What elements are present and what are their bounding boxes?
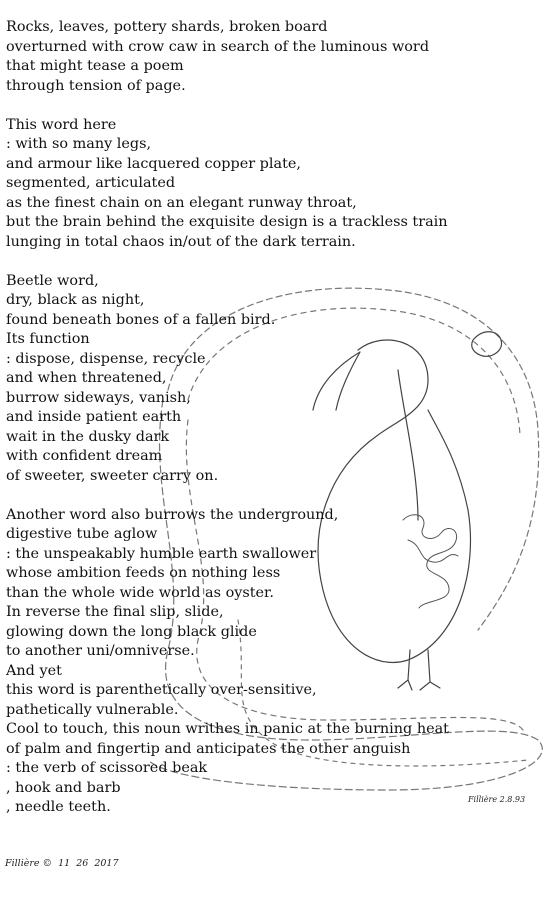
poem-line: digestive tube aglow (6, 526, 158, 542)
poem-line: wait in the dusky dark (6, 428, 170, 445)
copyright-footer: Fillière © 11 26 2017 (5, 858, 119, 869)
poem-line: with confident dream (6, 448, 163, 464)
poem-line: : with so many legs, (6, 136, 152, 152)
poem-line: to another uni/omniverse. (6, 643, 195, 659)
poem-line: of palm and fingertip and anticipates the other anguish (6, 740, 411, 757)
poem-line: Another word also burrows the underground, (6, 506, 339, 523)
poem-line: In reverse the final slip, slide, (6, 604, 224, 620)
poem-line: that might tease a poem (6, 58, 184, 74)
poem-stanza-2 (6, 116, 546, 253)
poem-line: whose ambition feeds on nothing less (6, 565, 281, 581)
poem-stanza-1 (6, 18, 546, 96)
poem-text (6, 18, 546, 818)
poem-line: segmented, articulated (6, 175, 176, 191)
poem-line: and when threatened, (6, 370, 167, 386)
poem-line: Cool to touch, this noun writhes in panic at the burning heat (6, 721, 449, 737)
poem-line: this word is parenthetically over-sensitive, (6, 682, 317, 698)
poem-line: found beneath bones of a fallen bird. (6, 311, 276, 328)
poem-line: : the verb of scissored beak (6, 760, 208, 776)
poem-line: than the whole wide world as oyster. (6, 584, 274, 601)
poem-stanza-4 (6, 506, 546, 818)
poem-line: but the brain behind the exquisite design is a trackless train (6, 214, 448, 230)
poem-line: burrow sideways, vanish, (6, 389, 191, 406)
poem-line: Its function (6, 331, 90, 347)
poem-line: : the unspeakably humble earth swallower (6, 545, 317, 562)
poem-line: and inside patient earth (6, 409, 182, 425)
poem-line: Beetle word, (6, 272, 99, 289)
poem-line: and armour like lacquered copper plate, (6, 155, 301, 172)
poem-stanza-3 (6, 272, 546, 487)
poem-line: , needle teeth. (6, 799, 111, 815)
poem-line: This word here (6, 116, 117, 133)
poem-line: lunging in total chaos in/out of the dark terrain. (6, 233, 356, 250)
poem-line: through tension of page. (6, 77, 186, 94)
poem-line: And yet (6, 662, 62, 679)
poem-line: , hook and barb (6, 779, 121, 796)
artist-signature: Fillière 2.8.93 (468, 795, 526, 804)
poem-line: dry, black as night, (6, 292, 145, 308)
poem-line: of sweeter, sweeter carry on. (6, 467, 219, 484)
poem-line: pathetically vulnerable. (6, 701, 179, 718)
poem-line: overturned with crow caw in search of the luminous word (6, 38, 430, 55)
poem-line: : dispose, dispense, recycle (6, 350, 206, 367)
poem-line: glowing down the long black glide (6, 623, 257, 640)
poem-line: as the finest chain on an elegant runway throat, (6, 194, 357, 211)
poem-line: Rocks, leaves, pottery shards, broken board (6, 19, 328, 35)
